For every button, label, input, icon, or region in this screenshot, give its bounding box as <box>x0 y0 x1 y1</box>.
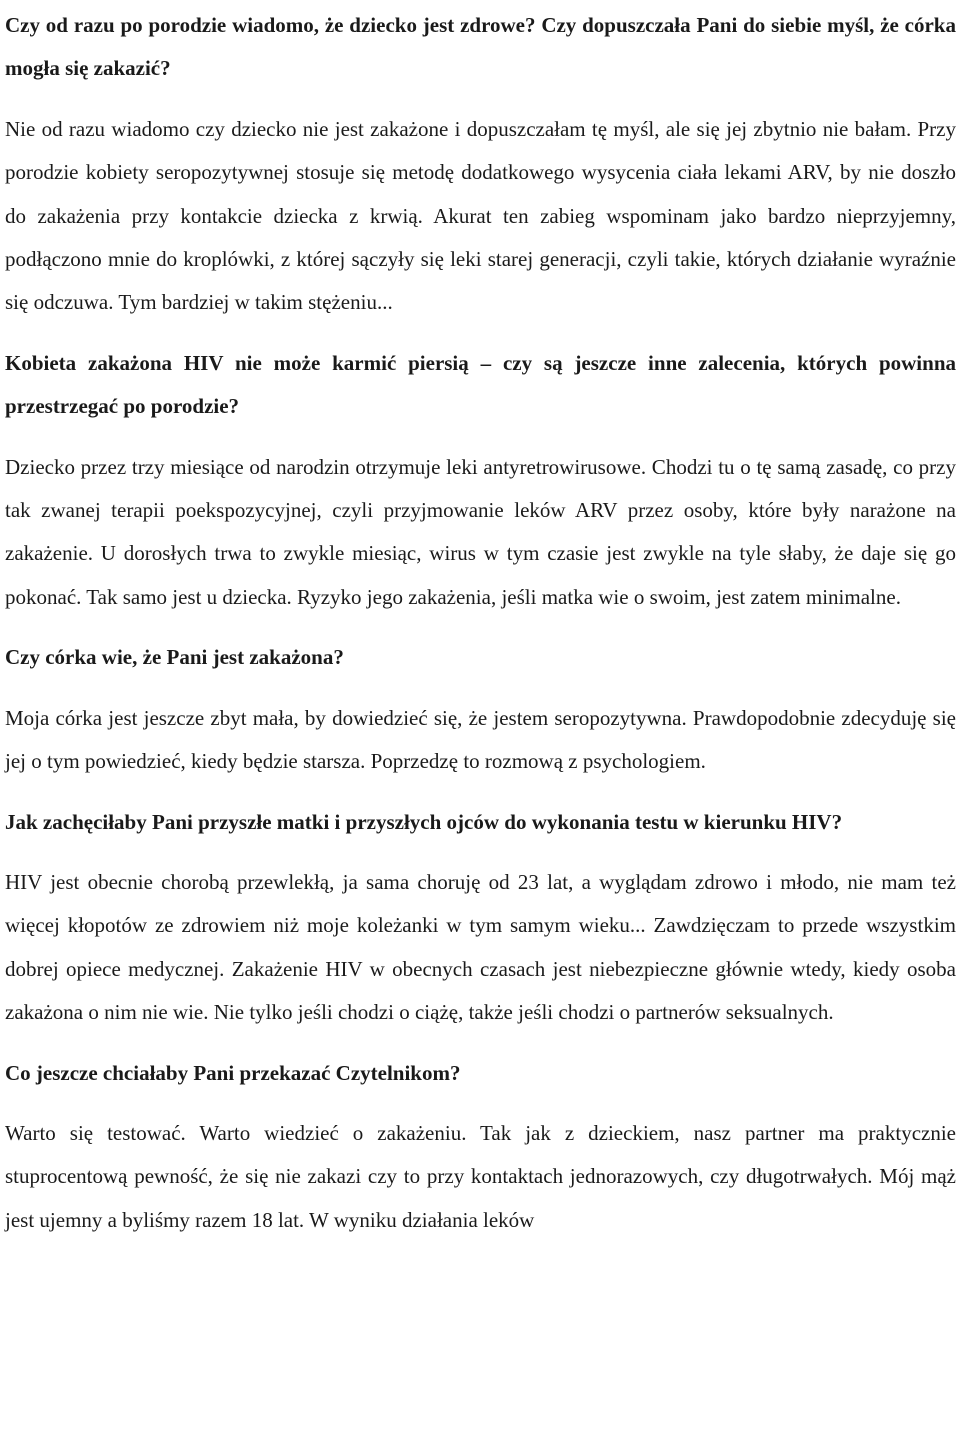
paragraph-spacer <box>5 325 956 342</box>
paragraph-spacer <box>5 619 956 636</box>
interview-answer: Warto się testować. Warto wiedzieć o zakażeniu. Tak jak z dzieckiem, nasz partner ma praktycznie stuprocentową pewność, że się nie zakazi czy to przy kontaktach jednorazowych, czy długotrwałych. Mój mąż jest ujemny a byliśmy razem 18 lat. W wyniku działania leków <box>5 1120 956 1232</box>
interview-question: Czy córka wie, że Pani jest zakażona? <box>5 645 344 670</box>
interview-question: Jak zachęciłaby Pani przyszłe matki i przyszłych ojców do wykonania testu w kierunku HIV? <box>5 809 843 834</box>
interview-question: Czy od razu po porodzie wiadomo, że dziecko jest zdrowe? Czy dopuszczała Pani do siebie myśl, że córka mogła się zakazić? <box>5 13 956 81</box>
paragraph-spacer <box>5 1095 956 1112</box>
paragraph-spacer <box>5 429 956 446</box>
paragraph-spacer <box>5 91 956 108</box>
interview-answer: Dziecko przez trzy miesiące od narodzin otrzymuje leki antyretrowirusowe. Chodzi tu o tę samą zasadę, co przy tak zwanej terapii poekspozycyjnej, czyli przyjmowanie leków ARV przez osoby, które były narażone na zakażenie. U dorosłych trwa to zwykle miesiąc, wirus w tym czasie jest zwykle na tyle słaby, że daje się go pokonać. Tak samo jest u dziecka. Ryzyko jego zakażenia, jeśli matka wie o swoim, jest zatem minimalne. <box>5 454 956 609</box>
interview-answer: Nie od razu wiadomo czy dziecko nie jest zakażone i dopuszczałam tę myśl, ale się jej zbytnio nie bałam. Przy porodzie kobiety seropozytywnej stosuje się metodę dodatkowego wysycenia ciała lekami ARV, by nie doszło do zakażenia przy kontakcie dziecka z krwią. Akurat ten zabieg wspominam jako bardzo nieprzyjemny, podłączono mnie do kroplówki, z której sączyły się leki starej generacji, czyli takie, których działanie wyraźnie się odczuwa. Tym bardziej w takim stężeniu... <box>5 116 956 315</box>
interview-answer: Moja córka jest jeszcze zbyt mała, by dowiedzieć się, że jestem seropozytywna. Prawdopodobnie zdecyduję się jej o tym powiedzieć, kiedy będzie starsza. Poprzedzę to rozmową z psychologiem. <box>5 705 956 774</box>
paragraph-spacer <box>5 784 956 801</box>
paragraph-spacer <box>5 844 956 861</box>
document-page <box>5 4 956 1242</box>
paragraph-spacer <box>5 680 956 697</box>
interview-answer: HIV jest obecnie chorobą przewlekłą, ja sama choruję od 23 lat, a wyglądam zdrowo i młodo, nie mam też więcej kłopotów ze zdrowiem niż moje koleżanki w tym samym wieku... Zawdzięczam to przede wszystkim dobrej opiece medycznej. Zakażenie HIV w obecnych czasach jest niebezpieczne głównie wtedy, kiedy osoba zakażona o nim nie wie. Nie tylko jeśli chodzi o ciążę, także jeśli chodzi o partnerów seksualnych. <box>5 869 956 1025</box>
interview-question: Co jeszcze chciałaby Pani przekazać Czytelnikom? <box>5 1060 461 1085</box>
paragraph-spacer <box>5 1035 956 1052</box>
interview-question: Kobieta zakażona HIV nie może karmić piersią – czy są jeszcze inne zalecenia, których powinna przestrzegać po porodzie? <box>5 350 956 419</box>
